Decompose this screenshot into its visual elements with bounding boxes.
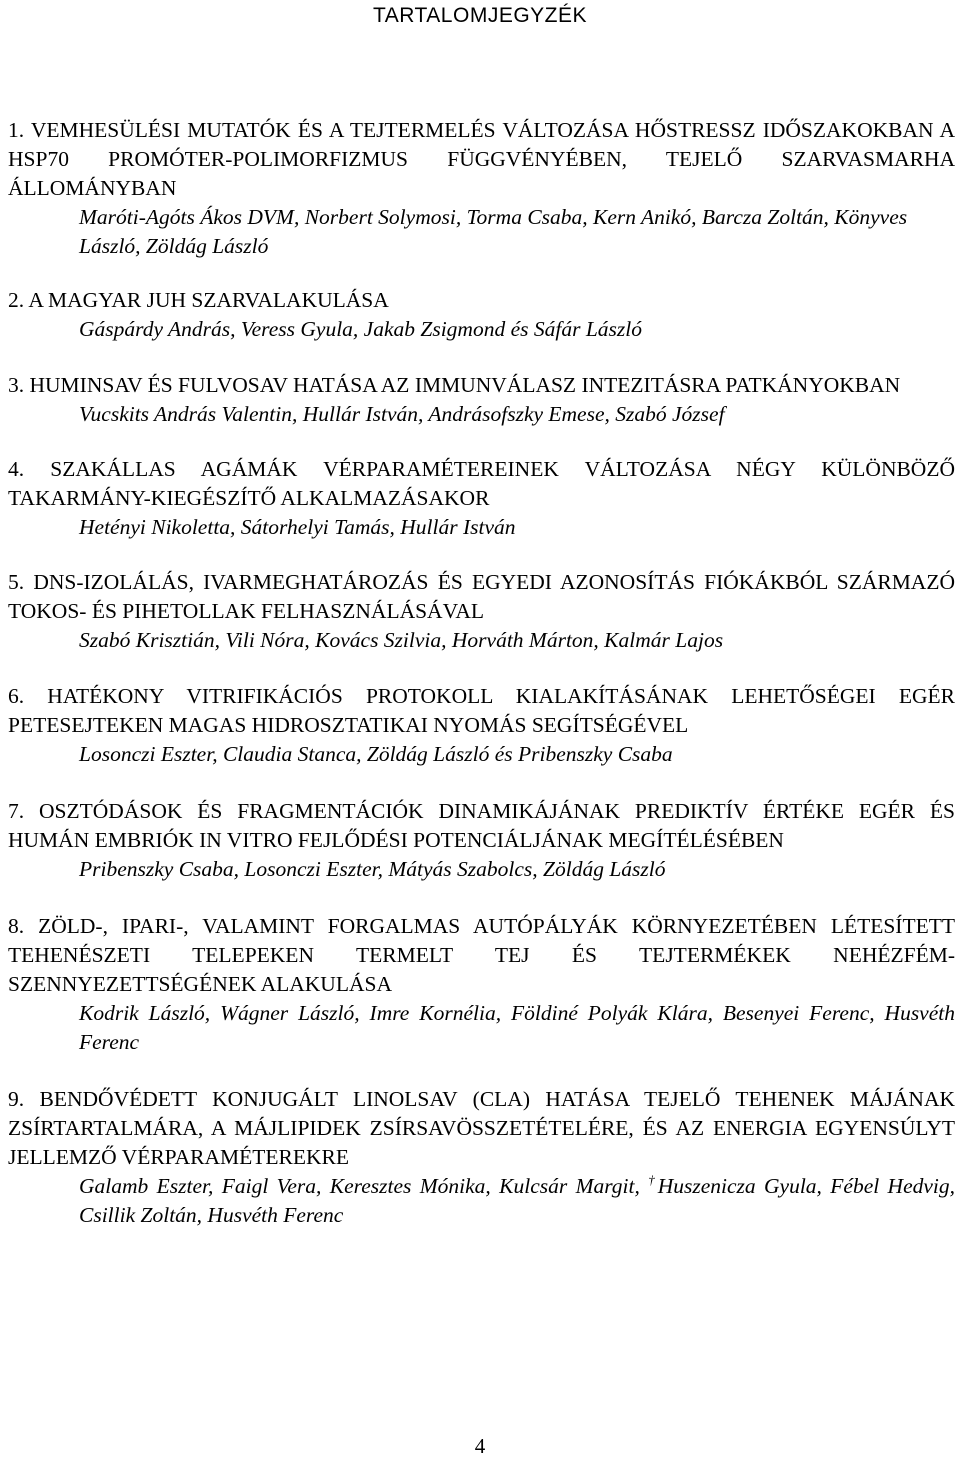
entry-authors: Gáspárdy András, Veress Gyula, Jakab Zsigmond és Sáfár László (79, 317, 642, 341)
dagger-mark: † (648, 1171, 658, 1187)
entry-title-text: A MAGYAR JUH SZARVALAKULÁSA (28, 288, 389, 312)
entry-title (8, 682, 955, 740)
toc-entry-2 (8, 286, 955, 344)
entry-authors: Maróti-Agóts Ákos DVM, Norbert Solymosi, Torma Csaba, Kern Anikó, Barcza Zoltán, Könyves László, Zöldág László (79, 205, 908, 258)
entry-number: 2. (8, 288, 25, 312)
entry-title (8, 912, 955, 999)
entry-authors: Losonczi Eszter, Claudia Stanca, Zöldág László és Pribenszky Csaba (79, 742, 673, 766)
entry-number: 9. (8, 1087, 25, 1111)
entry-authors (8, 1172, 955, 1230)
entry-title (8, 455, 955, 513)
entry-title-text: HATÉKONY VITRIFIKÁCIÓS PROTOKOLL KIALAKÍTÁSÁNAK LEHETŐSÉGEI EGÉR PETESEJTEKEN MAGAS HIDROSZTATIKAI NYOMÁS SEGÍTSÉGÉVEL (8, 684, 956, 737)
entry-number: 3. (8, 373, 25, 397)
table-of-contents (8, 116, 955, 1257)
entry-title-text: DNS-IZOLÁLÁS, IVARMEGHATÁROZÁS ÉS EGYEDI AZONOSÍTÁS FIÓKÁKBÓL SZÁRMAZÓ TOKOS- ÉS PIHETOLLAK FELHASZNÁLÁSÁVAL (8, 570, 955, 623)
toc-entry-7 (8, 797, 955, 884)
entry-title-text: BENDŐVÉDETT KONJUGÁLT LINOLSAV (CLA) HATÁSA TEJELŐ TEHENEK MÁJÁNAK ZSÍRTARTALMÁRA, A MÁJLIPIDEK ZSÍRSAVÖSSZETÉTELÉRE, ÉS AZ ENERGIA EGYENSÚLYT JELLEMZŐ VÉRPARAMÉTEREKRE (8, 1087, 956, 1169)
toc-entry-5 (8, 568, 955, 655)
entry-number: 1. (8, 118, 25, 142)
toc-entry-1 (8, 116, 955, 261)
entry-title (8, 286, 955, 315)
entry-title (8, 568, 955, 626)
entry-title-text: OSZTÓDÁSOK ÉS FRAGMENTÁCIÓK DINAMIKÁJÁNAK PREDIKTÍV ÉRTÉKE EGÉR ÉS HUMÁN EMBRIÓK IN VITRO FEJLŐDÉSI POTENCIÁLJÁNAK MEGÍTÉLÉSÉBEN (8, 799, 955, 852)
entry-authors: Kodrik László, Wágner László, Imre Kornélia, Földiné Polyák Klára, Besenyei Ferenc, Husvéth Ferenc (79, 1001, 955, 1054)
entry-title-text: SZAKÁLLAS AGÁMÁK VÉRPARAMÉTEREINEK VÁLTOZÁSA NÉGY KÜLÖNBÖZŐ TAKARMÁNY-KIEGÉSZÍTŐ ALKALMAZÁSAKOR (8, 457, 955, 510)
entry-title-text: HUMINSAV ÉS FULVOSAV HATÁSA AZ IMMUNVÁLASZ INTEZITÁSRA PATKÁNYOKBAN (29, 373, 901, 397)
toc-entry-8 (8, 912, 955, 1057)
toc-entry-6 (8, 682, 955, 769)
entry-title-text: VEMHESÜLÉSI MUTATÓK ÉS A TEJTERMELÉS VÁLTOZÁSA HŐSTRESSZ IDŐSZAKOKBAN A HSP70 PROMÓTER-POLIMORFIZMUS FÜGGVÉNYÉBEN, TEJELŐ SZARVASMARHA ÁLLOMÁNYBAN (8, 118, 955, 200)
entry-number: 8. (8, 914, 25, 938)
entry-number: 5. (8, 570, 25, 594)
toc-entry-3 (8, 371, 955, 429)
entry-authors: Szabó Krisztián, Vili Nóra, Kovács Szilvia, Horváth Márton, Kalmár Lajos (79, 628, 724, 652)
toc-entry-9 (8, 1085, 955, 1230)
entry-number: 4. (8, 457, 25, 481)
entry-authors: Pribenszky Csaba, Losonczi Eszter, Mátyás Szabolcs, Zöldág László (79, 857, 666, 881)
entry-number: 6. (8, 684, 25, 708)
toc-entry-4 (8, 455, 955, 542)
entry-number: 7. (8, 799, 25, 823)
page-title: TARTALOMJEGYZÉK (372, 4, 588, 27)
page-number: 4 (474, 1434, 486, 1458)
entry-title (8, 797, 955, 855)
entry-title-text: ZÖLD-, IPARI-, VALAMINT FORGALMAS AUTÓPÁLYÁK KÖRNYEZETÉBEN LÉTESÍTETT TEHENÉSZETI TELEPEKEN TERMELT TEJ ÉS TEJTERMÉKEK NEHÉZFÉM-SZENNYEZETTSÉGÉNEK ALAKULÁSA (8, 914, 956, 996)
entry-authors-part: Huszenicza Gyula, Fébel Hedvig, Csillik Zoltán, Husvéth Ferenc (79, 1174, 956, 1227)
entry-authors: Vucskits András Valentin, Hullár István, Andrásofszky Emese, Szabó József (79, 402, 725, 426)
entry-title (8, 1085, 955, 1172)
entry-title (8, 371, 955, 400)
entry-authors: Hetényi Nikoletta, Sátorhelyi Tamás, Hullár István (79, 515, 516, 539)
entry-authors-part: Galamb Eszter, Faigl Vera, Keresztes Mónika, Kulcsár Margit, (79, 1174, 640, 1198)
entry-title (8, 116, 955, 203)
